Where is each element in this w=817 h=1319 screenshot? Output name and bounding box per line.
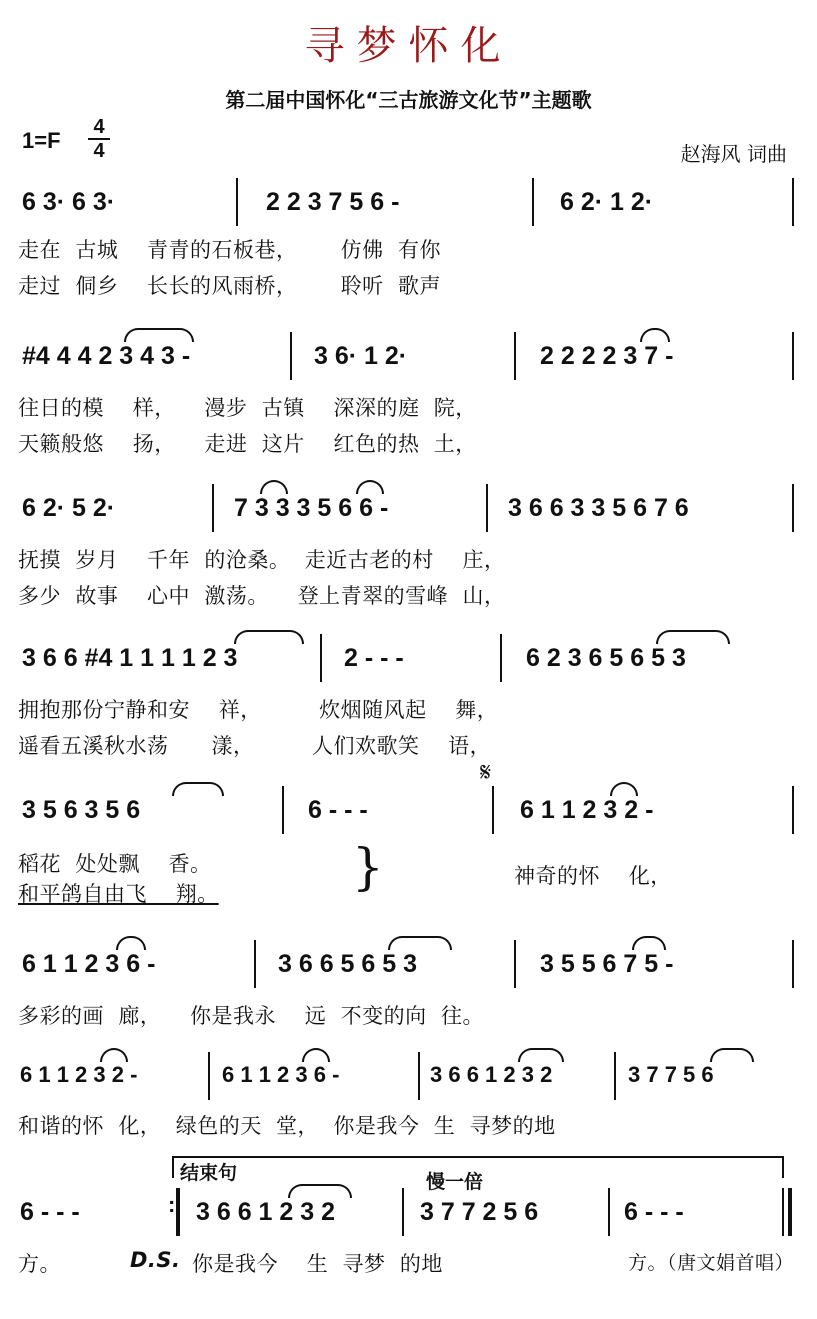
barline	[418, 1052, 420, 1100]
lyric-line-1: 抚摸 岁月 千年 的沧桑。 走近古老的村 庄，	[18, 548, 506, 572]
lyric-end-3: 方。（唐文娟首唱）	[628, 1252, 795, 1274]
measure: 6 - - -	[624, 1198, 684, 1226]
slur	[100, 1048, 128, 1062]
barline	[254, 940, 256, 988]
barline	[212, 484, 214, 532]
barline	[514, 332, 516, 380]
notes-row	[0, 342, 817, 376]
slur	[234, 630, 304, 644]
measure: 3 5 5 6 7 5 -	[540, 950, 674, 978]
measure: 3 6· 1 2·	[314, 342, 408, 370]
measure: 6 1 1 2 3 2 -	[520, 796, 654, 824]
measure: 6 1 1 2 3 6 -	[22, 950, 156, 978]
tempo-marking: 慢一倍	[426, 1171, 484, 1193]
song-subtitle: 第二届中国怀化“三古旅游文化节”主题歌	[225, 88, 592, 112]
notes-row	[0, 1198, 817, 1232]
barline	[282, 786, 284, 834]
measure: 3 7 7 5 6	[628, 1062, 714, 1087]
slur	[124, 328, 194, 342]
slur	[656, 630, 730, 644]
barline	[236, 178, 238, 226]
notes-row	[0, 188, 817, 222]
slur	[518, 1048, 564, 1062]
notes-row	[0, 796, 817, 830]
repeat-barline	[176, 1188, 180, 1236]
lyric-line-2: 天籁般悠 扬， 走进 这片 红色的热 土，	[18, 432, 477, 456]
notes-row	[0, 950, 817, 984]
notes-row	[0, 1062, 817, 1096]
measure: 3 6 6 3 3 5 6 7 6	[508, 494, 689, 522]
barline	[320, 634, 322, 682]
barline	[792, 940, 794, 988]
measure: 2 2 3 7 5 6 -	[266, 188, 400, 216]
slur	[610, 782, 638, 796]
lyric-line-2: 走过 侗乡 长长的风雨桥， 聆听 歌声	[18, 274, 441, 298]
measure: 6 2· 5 2·	[22, 494, 116, 522]
song-title: 寻梦怀化	[304, 23, 513, 69]
slur	[356, 480, 384, 494]
measure: 2 - - -	[344, 644, 404, 672]
slur	[388, 936, 452, 950]
lyric-line-1: 走在 古城 青青的石板巷， 仿佛 有你	[18, 238, 441, 262]
barline	[792, 178, 794, 226]
slur	[260, 480, 288, 494]
slur	[116, 936, 146, 950]
measure: 2 2 2 2 3 7 -	[540, 342, 674, 370]
lyric-end-1: 方。	[18, 1252, 61, 1276]
slur	[710, 1048, 754, 1062]
barline	[500, 634, 502, 682]
measure: 6 - - -	[308, 796, 368, 824]
barline	[514, 940, 516, 988]
slur	[172, 782, 224, 796]
slur	[302, 1048, 330, 1062]
time-signature	[88, 116, 110, 162]
ds-marking: D.S.	[130, 1248, 181, 1272]
slur	[288, 1184, 352, 1198]
measure: 3 6 6 1 2 3 2	[196, 1198, 336, 1226]
measure: 7 3 3 3 5 6 6 -	[234, 494, 389, 522]
notes-row	[0, 644, 817, 678]
lyric-line-2: 遥看五溪秋水荡 漾， 人们欢歌笑 语，	[18, 734, 492, 758]
measure: 6 - - -	[20, 1198, 80, 1226]
measure: 3 5 6 3 5 6	[22, 796, 141, 824]
lyric-line-1: 往日的模 样， 漫步 古镇 深深的庭 院，	[18, 396, 477, 420]
measure: 6 1 1 2 3 6 -	[222, 1062, 340, 1087]
measure: 6 2 3 6 5 6 5 3	[526, 644, 686, 672]
measure: 6 2· 1 2·	[560, 188, 654, 216]
meter-top: 4	[93, 116, 105, 138]
volta-label: 结束句	[180, 1162, 238, 1184]
segno-sign: 𝄋	[480, 758, 492, 788]
measure: 6 3· 6 3·	[22, 188, 116, 216]
lyric-line-1: 和谐的怀 化， 绿色的天 堂， 你是我今 生 寻梦的地	[18, 1114, 556, 1138]
notes-row	[0, 494, 817, 528]
key-signature: 1=F	[22, 128, 61, 153]
measure: 6 1 1 2 3 2 -	[20, 1062, 138, 1087]
lyric-side: 神奇的怀 化，	[514, 864, 672, 888]
lyric-line-1: 稻花 处处飘 香。	[18, 852, 212, 876]
barline	[608, 1188, 610, 1236]
lyric-line-2: 和平鸽自由飞 翔。	[18, 882, 219, 906]
measure: #4 4 4 2 3 4 3 -	[22, 342, 191, 370]
barline	[532, 178, 534, 226]
measure: 3 6 6 5 6 5 3	[278, 950, 418, 978]
barline	[792, 484, 794, 532]
barline	[614, 1052, 616, 1100]
barline	[486, 484, 488, 532]
barline	[208, 1052, 210, 1100]
lyric-end-2: 你是我今 生 寻梦 的地	[192, 1252, 443, 1276]
barline	[402, 1188, 404, 1236]
meter-bottom: 4	[93, 140, 105, 162]
slur	[632, 936, 666, 950]
barline	[792, 332, 794, 380]
lyric-line-2: 多少 故事 心中 激荡。 登上青翠的雪峰 山，	[18, 584, 506, 608]
lyric-line-1: 拥抱那份宁静和安 祥， 炊烟随风起 舞，	[18, 698, 499, 722]
measure: 3 6 6 1 2 3 2	[430, 1062, 553, 1087]
final-barline	[782, 1188, 784, 1236]
lyric-line-1: 多彩的画 廊， 你是我永 远 不变的向 往。	[18, 1004, 484, 1028]
song-author: 赵海风 词曲	[680, 142, 787, 166]
measure: 3 7 7 2 5 6	[420, 1198, 539, 1226]
measure: 3 6 6 #4 1 1 1 1 2 3	[22, 644, 238, 672]
barline	[290, 332, 292, 380]
lyric-brace: }	[352, 838, 384, 896]
slur	[640, 328, 670, 342]
barline	[792, 786, 794, 834]
barline	[492, 786, 494, 834]
